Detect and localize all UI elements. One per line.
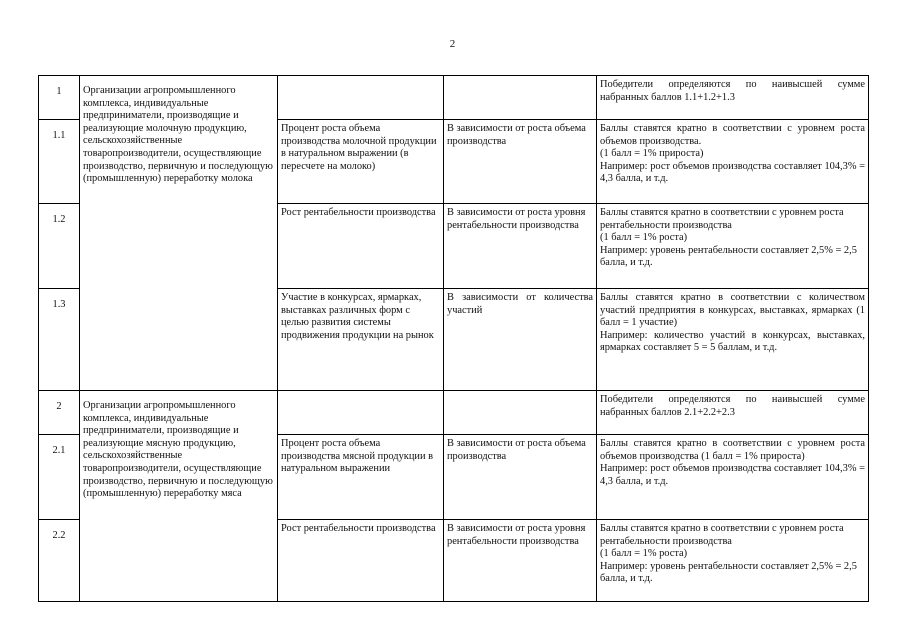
- criterion-number: 1.2: [39, 204, 80, 289]
- criterion-scoring: [597, 204, 869, 289]
- criterion-dependency: В зависимости от роста объема производства: [444, 435, 597, 520]
- criterion-indicator: Рост рентабельности производства: [278, 520, 444, 602]
- scoring-example: Например: количество участий в конкурсах, выставках, ярмарках составляет 5 = 5 баллам, и т.д.: [600, 329, 865, 354]
- scoring-rule: Баллы ставятся кратно в соответствии с уровнем роста объемов производства (1 балл = 1% прироста): [600, 438, 865, 462]
- scoring-example: Например: рост объемов производства составляет 104,3% = 4,3 балла, и т.д.: [600, 160, 865, 185]
- scoring-unit: (1 балл = 1% роста): [600, 232, 688, 244]
- empty-cell: [444, 76, 597, 120]
- empty-cell: [278, 76, 444, 120]
- scoring-rule: Баллы ставятся кратно в соответствии с количеством участий предприятия в конкурсах, выставках, ярмарках (1 балл = 1 участие): [600, 292, 865, 329]
- scoring-example: Например: уровень рентабельности составляет 2,5% = 2,5 балла, и т.д.: [600, 560, 857, 585]
- group-name: Организации агропромышленного комплекса, индивидуальные предприниматели, производящие и реализующие молочную продукцию, сельскохозяйственные товаропроизводители, осуществляющие производство, первичную и последующую (промышленную) переработку молока: [80, 76, 278, 391]
- criterion-number: 1.3: [39, 289, 80, 391]
- empty-cell: [278, 391, 444, 435]
- criterion-indicator: Процент роста объема производства мясной продукции в натуральном выражении: [278, 435, 444, 520]
- criterion-scoring: [597, 289, 869, 391]
- group-summary: Победители определяются по наивысшей сумме набранных баллов 1.1+1.2+1.3: [597, 76, 869, 120]
- scoring-rule: Баллы ставятся кратно в соответствии с уровнем роста рентабельности производства: [600, 523, 844, 547]
- empty-cell: [444, 391, 597, 435]
- group-number: 2: [39, 391, 80, 435]
- group-row: [39, 76, 869, 120]
- criteria-table: [38, 75, 869, 602]
- criterion-number: 1.1: [39, 120, 80, 204]
- criterion-indicator: Процент роста объема производства молочной продукции в натуральном выражении (в пересчете на молоко): [278, 120, 444, 204]
- scoring-rule: Баллы ставятся кратно в соответствии с уровнем роста объемов производства.: [600, 123, 865, 147]
- criterion-scoring: [597, 435, 869, 520]
- scoring-rule: Баллы ставятся кратно в соответствии с уровнем роста рентабельности производства: [600, 207, 844, 231]
- criterion-dependency: В зависимости от роста уровня рентабельности производства: [444, 204, 597, 289]
- group-name: Организации агропромышленного комплекса, индивидуальные предприниматели, производящие и реализующие мясную продукцию, сельскохозяйственные товаропроизводители, осуществляющие производство, первичную и последующую (промышленную) переработку мяса: [80, 391, 278, 602]
- criterion-scoring: [597, 120, 869, 204]
- criterion-indicator: Рост рентабельности производства: [278, 204, 444, 289]
- group-row: [39, 391, 869, 435]
- group-summary: Победители определяются по наивысшей сумме набранных баллов 2.1+2.2+2.3: [597, 391, 869, 435]
- criterion-indicator: Участие в конкурсах, ярмарках, выставках различных форм с целью развития системы продвижения продукции на рынок: [278, 289, 444, 391]
- criterion-dependency: В зависимости от роста уровня рентабельности производства: [444, 520, 597, 602]
- group-number: 1: [39, 76, 80, 120]
- criterion-scoring: [597, 520, 869, 602]
- scoring-example: Например: уровень рентабельности составляет 2,5% = 2,5 балла, и т.д.: [600, 244, 857, 269]
- criterion-dependency: В зависимости от роста объема производства: [444, 120, 597, 204]
- page-number: 2: [449, 38, 456, 50]
- scoring-unit: (1 балл = 1% роста): [600, 548, 688, 560]
- criterion-number: 2.2: [39, 520, 80, 602]
- criterion-dependency: В зависимости от количества участий: [444, 289, 597, 391]
- scoring-unit: (1 балл = 1% прироста): [600, 148, 704, 160]
- criterion-number: 2.1: [39, 435, 80, 520]
- scoring-example: Например: рост объемов производства составляет 104,3% = 4,3 балла, и т.д.: [600, 463, 865, 487]
